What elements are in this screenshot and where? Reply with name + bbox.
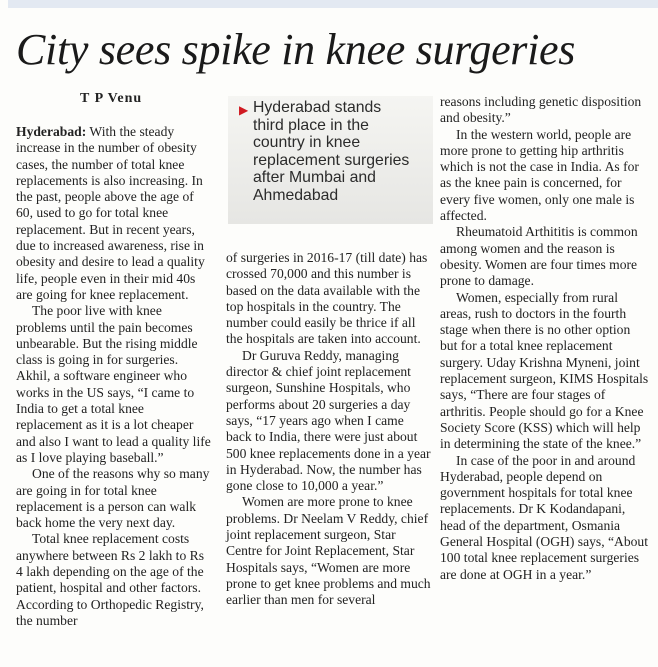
paragraph: The poor live with knee problems until the pain becomes unbearable. But the rising middle class is going in for surgeries. Akhil, a software engineer who works in the US says, “I came to India to get a total knee replacement as it is a lot cheaper and also I want to lead a quality life as I love playing baseball.” — [16, 303, 211, 465]
headline: City sees spike in knee surgeries — [16, 25, 576, 74]
article-column-2 — [226, 250, 431, 609]
article-column-1 — [16, 124, 212, 629]
article-column-3 — [440, 94, 650, 583]
paragraph: In the western world, people are more prone to getting hip arthritis which is not the case in India. As for as the knee pain is concerned, for every five women, only one male is affected. — [440, 126, 639, 224]
paragraph: One of the reasons why so many are going in for total knee replacement is a person can walk back home the very next day. — [16, 466, 210, 531]
paragraph: Dr Guruva Reddy, managing director & chief joint replacement surgeon, Sunshine Hospitals, who performs about 20 surgeries a day says, “17 years ago when I came back to India, there were just about 500 knee replacements done in a year in Hyderabad. Now, the number has gone close to 10,000 a year.” — [226, 347, 431, 494]
pull-quote-arrow-icon: ▶ — [239, 103, 249, 117]
paragraph: reasons including genetic disposition and obesity.” — [440, 94, 642, 126]
paragraph — [16, 124, 212, 303]
paragraph: of surgeries in 2016-17 (till date) has crossed 70,000 and this number is based on the data available with the top hospitals in the country. The number could easily be thrice if all the hospitals are taken into account. — [226, 250, 428, 347]
byline: T P Venu — [80, 91, 143, 106]
paragraph: Women, especially from rural areas, rush to doctors in the fourth stage when there is no other option but for a total knee replacement surgery. Uday Krishna Myneni, joint replacement surgeon, KIMS Hospitals says, “There are four stages of arthritis. People should go for a Knee Society Score (KSS) which will help in determining the state of the knee.” — [440, 289, 649, 452]
paragraph: Rheumatoid Arthititis is common among women and the reason is obesity. Women are four times more prone to damage. — [440, 224, 638, 289]
top-color-band — [8, 0, 658, 8]
paragraph: Total knee replacement costs anywhere between Rs 2 lakh to Rs 4 lakh depending on the age of the patient, hospital and other factors. According to Orthopedic Registry, the number — [16, 531, 205, 628]
pull-quote-box — [228, 96, 433, 224]
paragraph: In case of the poor in and around Hyderabad, people depend on government hospitals for total knee replacements. Dr K Kodandapani, head of the department, Osmania General Hospital (OGH) says, “About 100 total knee replacement surgeries are done at OGH in a year.” — [440, 452, 649, 582]
dateline: Hyderabad: — [16, 124, 87, 139]
paragraph: Women are more prone to knee problems. Dr Neelam V Reddy, chief joint replacement surgeon, Star Centre for Joint Replacement, Star Hospitals says, “Women are more prone to get knee problems and much earlier than men for several — [226, 494, 431, 608]
pull-quote-text: Hyderabad stands third place in the country in knee replacement surgeries after Mumbai and Ahmedabad — [253, 99, 410, 204]
paragraph-text: With the steady increase in the number of obesity cases, the number of total knee replacements is also increasing. In the past, people above the age of 60, used to go for total knee replacement. But in recent years, due to increased awareness, rise in obesity and desire to lead a quality life, people even in their mid 40s are going for knee replacement. — [16, 124, 205, 302]
